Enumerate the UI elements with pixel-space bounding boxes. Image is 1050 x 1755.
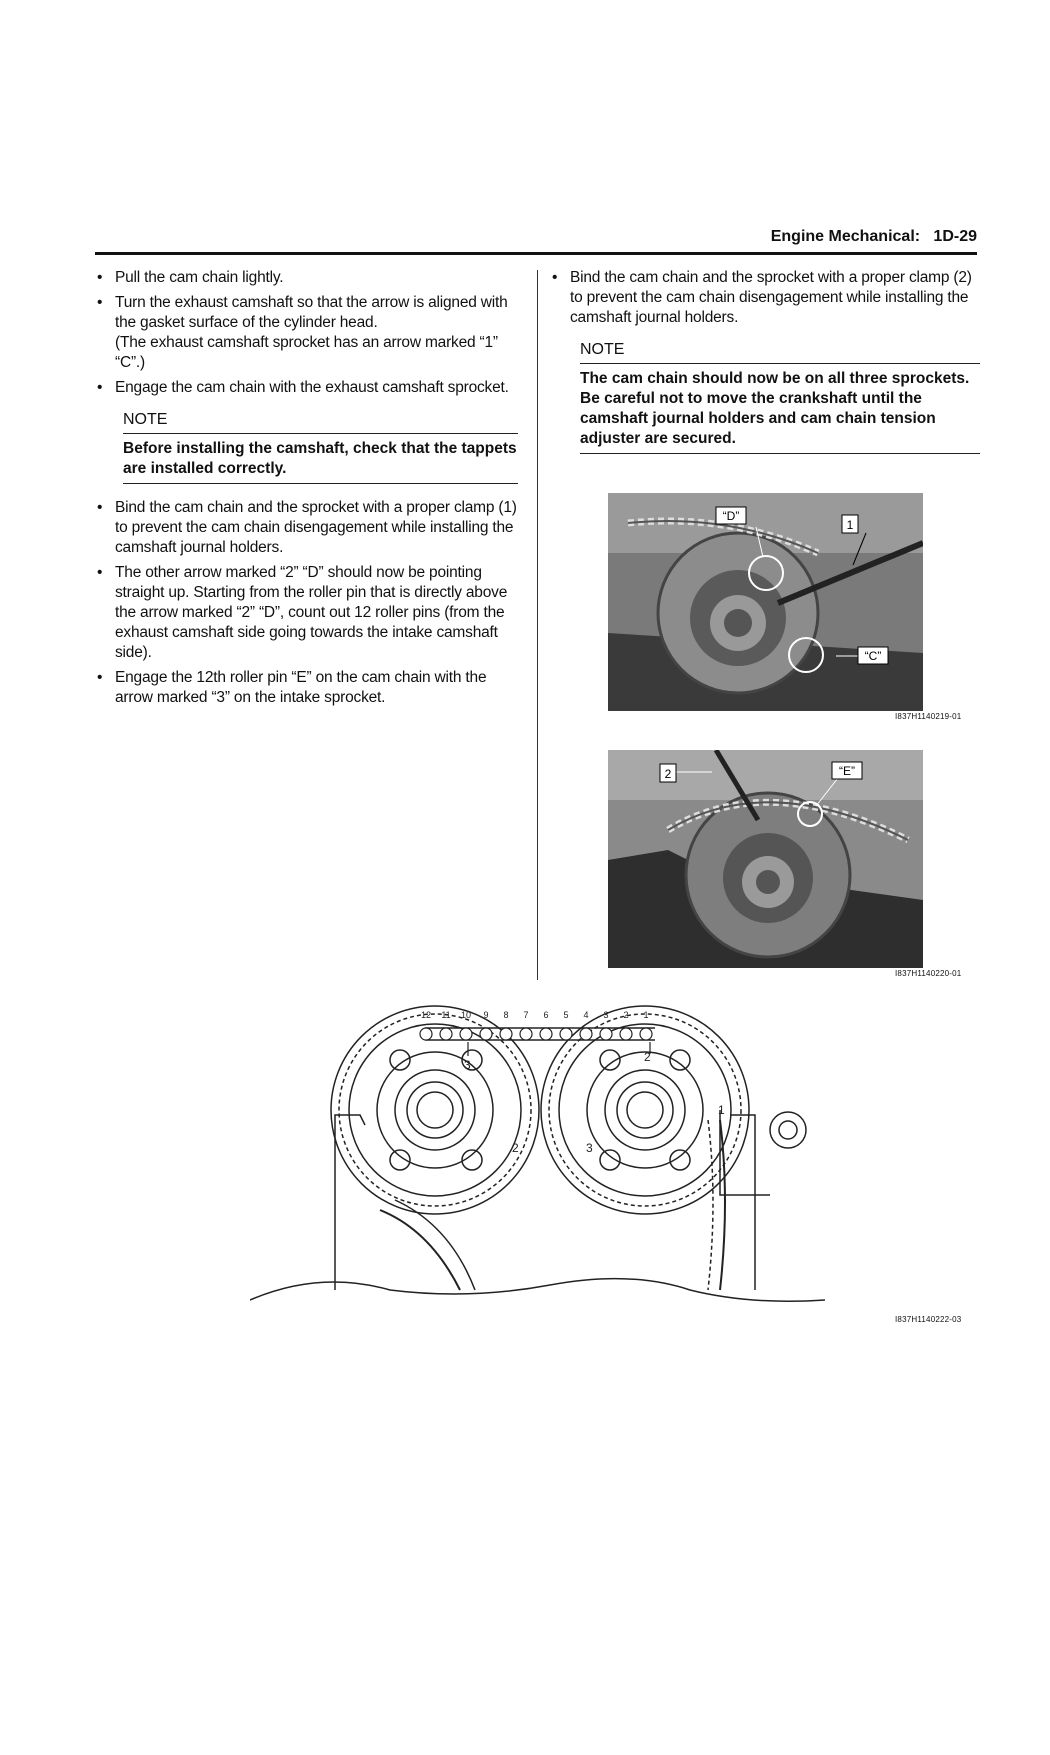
pin-number: 1	[643, 1010, 649, 1020]
photo-label-d: “D”	[722, 509, 740, 523]
pin-number: 6	[543, 1010, 549, 1020]
photo-intake-sprocket	[608, 750, 923, 968]
figure-code: I837H1140222-03	[895, 1315, 962, 1324]
list-item: • Bind the cam chain and the sprocket with a proper clamp (1) to prevent the cam chain disengagement while installing the camshaft journal holders.	[95, 498, 525, 558]
list-item-text: Turn the exhaust camshaft so that the arrow is aligned with the gasket surface of the cylinder head.	[115, 294, 508, 331]
list-item: • Engage the 12th roller pin “E” on the cam chain with the arrow marked “3” on the intake sprocket.	[95, 668, 525, 708]
pin-number: 4	[583, 1010, 589, 1020]
pin-number: 11	[441, 1010, 451, 1020]
sprocket-mark-3: 3	[586, 1141, 593, 1155]
left-bullet-list-1	[95, 268, 525, 398]
pin-number: 9	[483, 1010, 489, 1020]
list-item-text: Engage the cam chain with the exhaust camshaft sprocket.	[115, 379, 509, 396]
left-column	[95, 268, 525, 713]
figure-code: I837H1140220-01	[895, 969, 962, 978]
list-item	[95, 268, 525, 288]
photo-intake-sprocket-image	[608, 750, 923, 968]
page-title: Engine Mechanical: 1D-29	[770, 228, 977, 245]
photo-label-2: 2	[664, 767, 672, 781]
list-item	[95, 293, 525, 373]
sprocket-mark-2: 2	[512, 1141, 519, 1155]
arrow-label-3: 3	[464, 1058, 471, 1072]
list-item-subtext: (The exhaust camshaft sprocket has an arrow marked “1” “C”.)	[115, 334, 498, 371]
right-column	[550, 268, 980, 468]
column-divider	[537, 270, 538, 980]
list-item: • Bind the cam chain and the sprocket with a proper clamp (2) to prevent the cam chain disengagement while installing the camshaft journal holders.	[550, 268, 980, 328]
note-box	[580, 340, 980, 454]
pin-number: 12	[420, 1010, 432, 1020]
note-label: NOTE	[123, 410, 518, 434]
photo-exhaust-sprocket	[608, 493, 923, 711]
photo-label-e: “E”	[839, 764, 855, 778]
page-header	[95, 228, 977, 254]
pin-number: 2	[623, 1010, 629, 1020]
photo-label-1: 1	[846, 518, 854, 532]
list-item-text: Pull the cam chain lightly.	[115, 269, 284, 286]
pin-number: 3	[603, 1010, 609, 1020]
note-label: NOTE	[580, 340, 980, 364]
note-body: The cam chain should now be on all three sprockets. Be careful not to move the crankshaft until the camshaft journal holders and cam chain tension adjuster are secured.	[580, 364, 980, 454]
cam-chain-diagram	[250, 1000, 830, 1320]
note-box	[123, 410, 518, 484]
pin-number: 8	[503, 1010, 509, 1020]
note-body: Before installing the camshaft, check that the tappets are installed correctly.	[123, 434, 518, 484]
left-bullet-list-2	[95, 498, 525, 708]
arrow-label-2: 2	[644, 1050, 651, 1064]
photo-exhaust-sprocket-image	[608, 493, 923, 711]
arrow-label-1: 1	[718, 1103, 725, 1117]
cam-chain-diagram-svg	[250, 1000, 830, 1320]
photo-label-c: “C”	[864, 649, 882, 663]
list-item: • The other arrow marked “2” “D” should now be pointing straight up. Starting from the roller pin that is directly above the arrow marked “2” “D”, count out 12 roller pins (from the exhaust camshaft side going towards the intake camshaft side).	[95, 563, 525, 663]
pin-number: 5	[563, 1010, 569, 1020]
pin-number: 10	[460, 1010, 472, 1020]
figure-code: I837H1140219-01	[895, 712, 962, 721]
pin-number: 7	[523, 1010, 529, 1020]
right-bullet-list	[550, 268, 980, 328]
list-item	[95, 378, 525, 398]
chain-rollers	[420, 1028, 652, 1040]
header-rule	[95, 252, 977, 255]
